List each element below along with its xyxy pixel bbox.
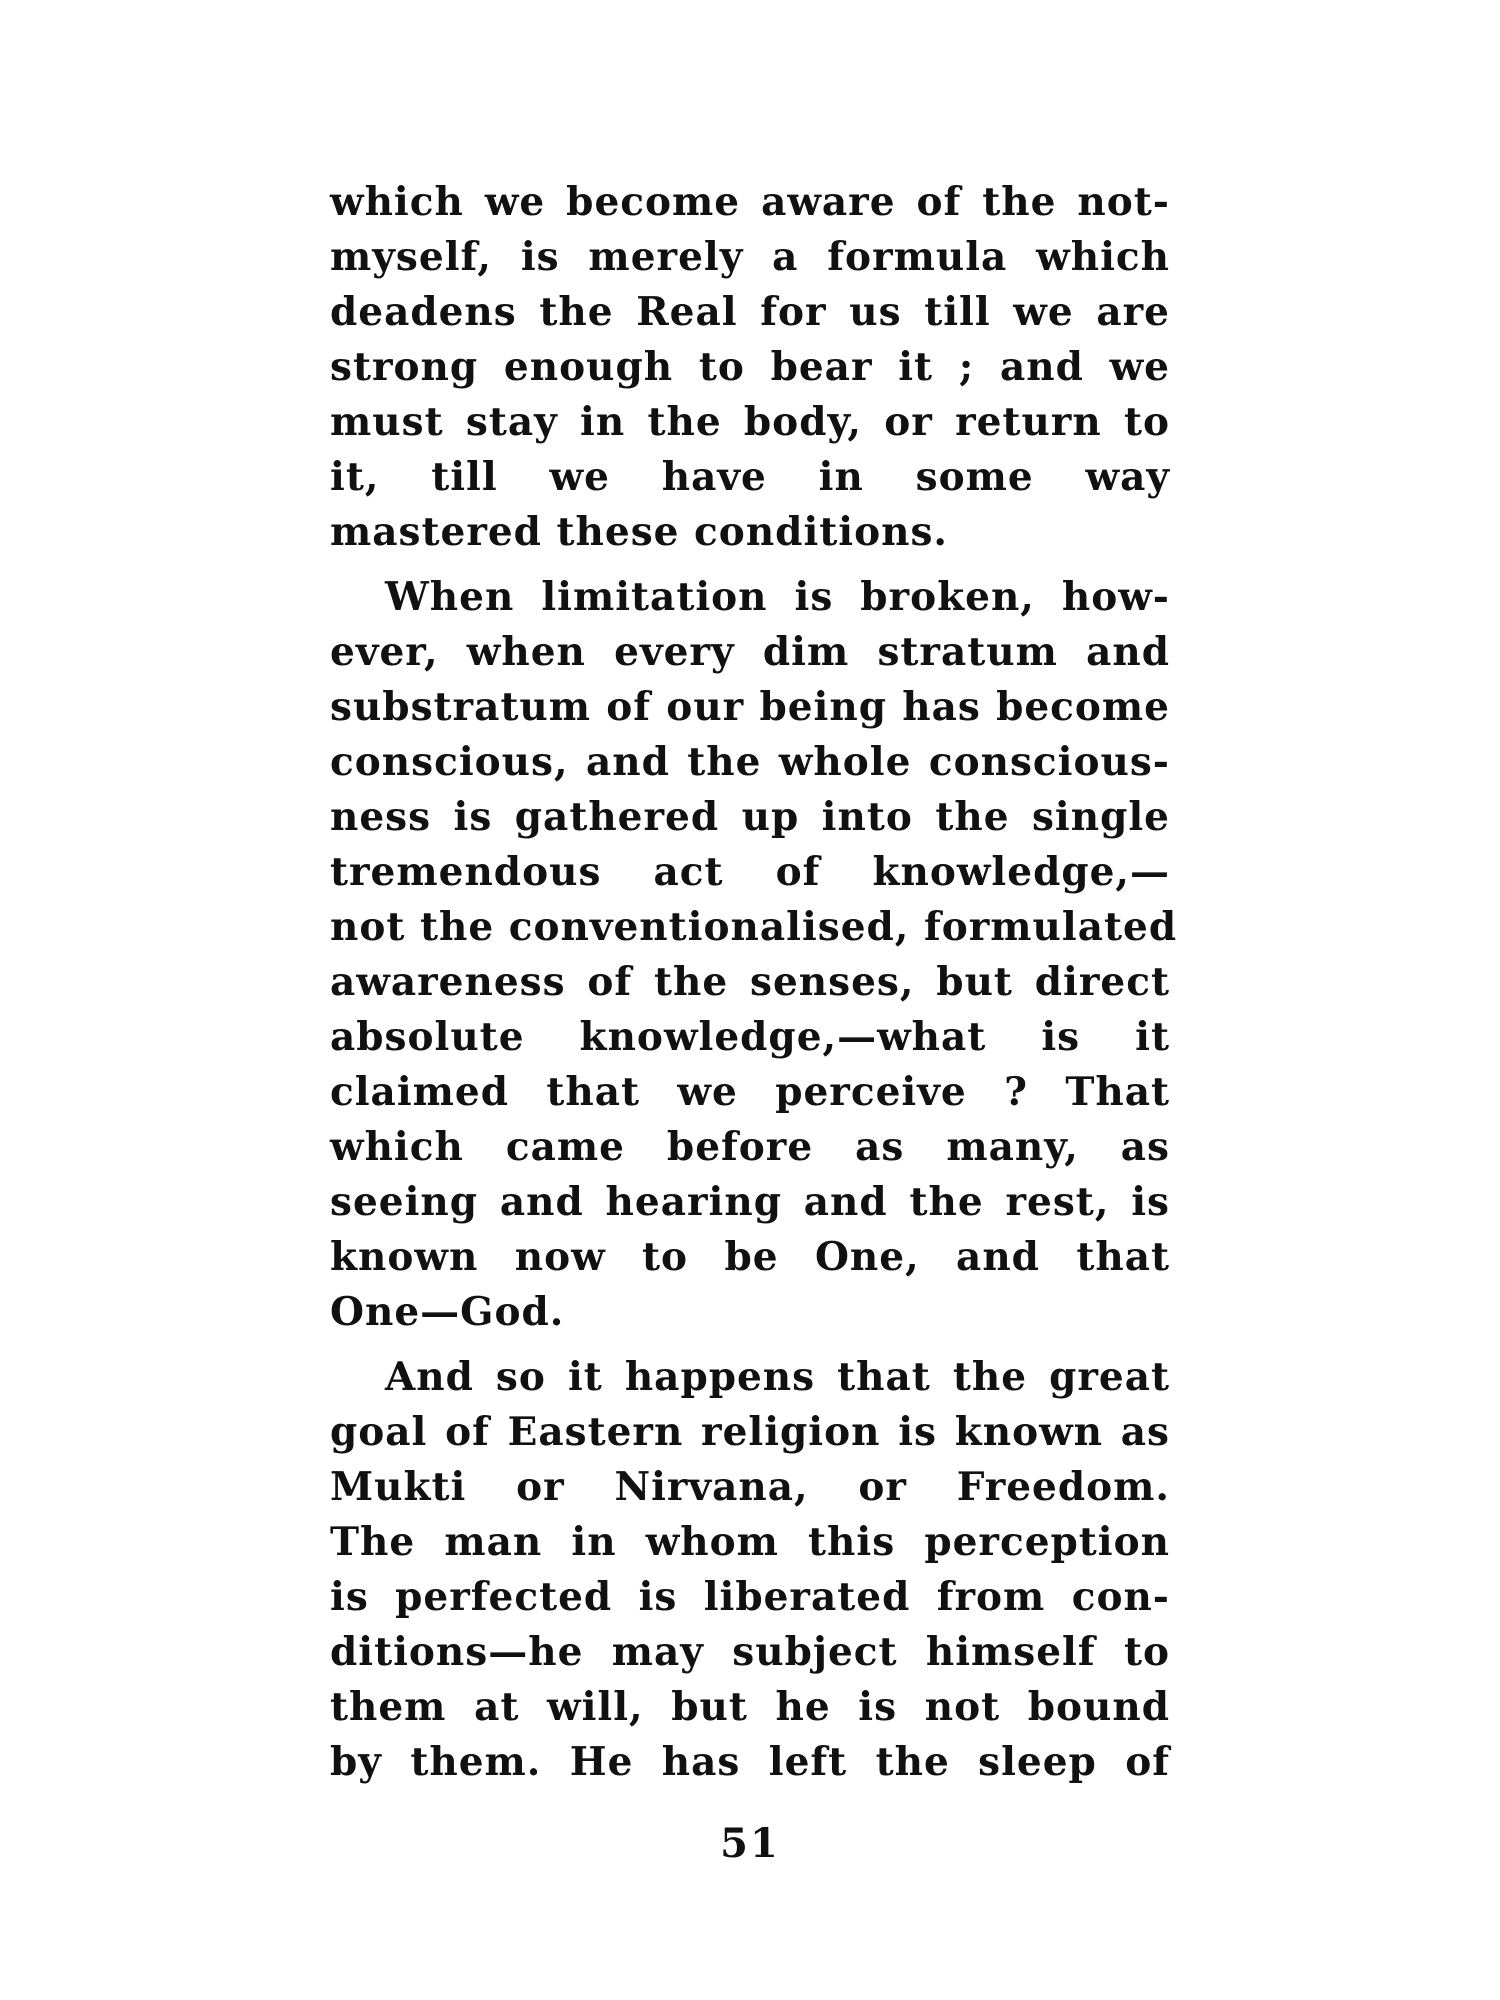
text-line: When limitation is broken, how-: [385, 574, 1170, 620]
text-line: tremendous act of knowledge,—: [330, 849, 1170, 895]
text-line: And so it happens that the great: [385, 1354, 1170, 1400]
text-line: deadens the Real for us till we are: [330, 289, 1170, 335]
text-line: which came before as many, as: [330, 1124, 1170, 1170]
text-line: by them. He has left the sleep of: [330, 1739, 1170, 1785]
text-line: must stay in the body, or return to: [330, 399, 1170, 445]
text-line: goal of Eastern religion is known as: [330, 1409, 1170, 1455]
text-line: ness is gathered up into the single: [330, 794, 1170, 840]
text-line: them at will, but he is not bound: [330, 1684, 1170, 1730]
paragraph-3: [330, 1350, 1170, 1790]
text-line: known now to be One, and that: [330, 1234, 1170, 1280]
text-line: myself, is merely a formula which: [330, 234, 1170, 280]
text-line: ever, when every dim stratum and: [330, 629, 1170, 675]
text-line: ditions—he may subject himself to: [330, 1629, 1170, 1675]
text-line: claimed that we perceive ? That: [330, 1069, 1170, 1115]
body-text: [330, 175, 1178, 1790]
text-line: strong enough to bear it ; and we: [330, 344, 1170, 390]
text-line: mastered these conditions.: [330, 509, 948, 555]
text-line: it, till we have in some way: [330, 454, 1170, 500]
text-line: awareness of the senses, but direct: [330, 959, 1170, 1005]
text-line: The man in whom this perception: [330, 1519, 1170, 1565]
page-number: 51: [720, 1820, 780, 1867]
text-line: substratum of our being has become: [330, 684, 1170, 730]
text-line: absolute knowledge,—what is it: [330, 1014, 1170, 1060]
text-line: conscious, and the whole conscious-: [330, 739, 1170, 785]
paragraph-2: [330, 570, 1178, 1340]
text-line: which we become aware of the not-: [330, 179, 1170, 225]
paragraph-1: [330, 175, 1170, 560]
text-line: Mukti or Nirvana, or Freedom.: [330, 1464, 1170, 1510]
text-line: seeing and hearing and the rest, is: [330, 1179, 1170, 1225]
text-line: is perfected is liberated from con-: [330, 1574, 1170, 1620]
text-line: not the conventionalised, formulated: [330, 904, 1178, 950]
text-line: One—God.: [330, 1289, 565, 1335]
